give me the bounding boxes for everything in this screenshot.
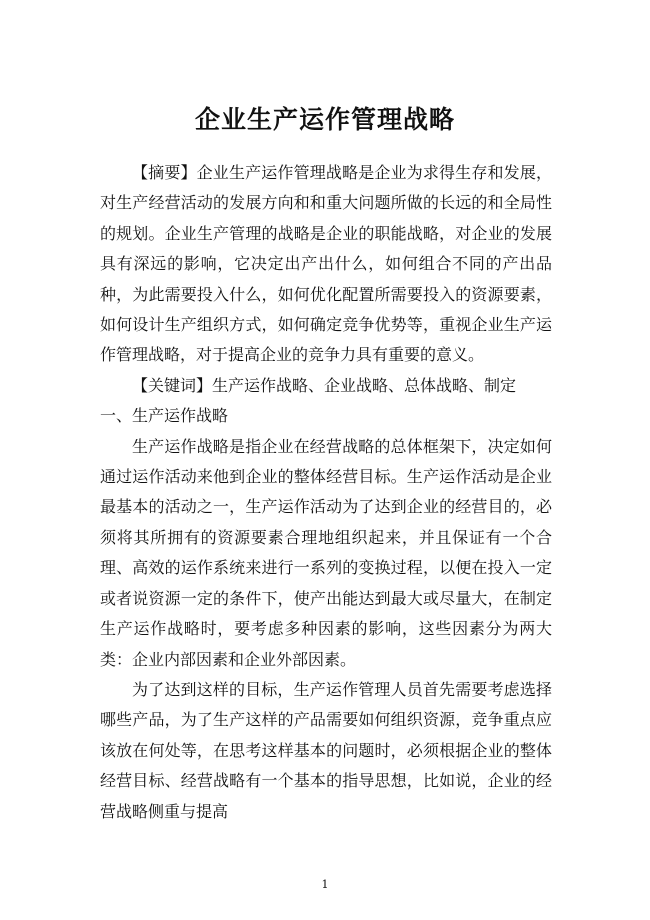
section-heading: 一、生产运作战略 (100, 406, 229, 426)
abstract-text: 企业生产运作管理战略是企业为求得生存和发展，对生产经营活动的发展方向和和重大问题所做的长远的和全局性的规划。企业生产管理的战略是企业的职能战略，对企业的发展具有深远的影响，它决定出产出什么，如何组合不同的产出品种，为此需要投入什么，如何优化配置所需要投入的资源要素，如何设计生产组织方式，如何确定竞争优势等，重视企业生产运作管理战略，对于提高企业的竞争力具有重要的意义。 (100, 163, 552, 365)
abstract-paragraph (100, 158, 552, 371)
document-title: 企业生产运作管理战略 (194, 105, 455, 134)
document-body (100, 158, 552, 827)
body-paragraph: 生产运作战略是指企业在经营战略的总体框架下，决定如何通过运作活动来他到企业的整体经营目标。生产运作活动是企业最基本的活动之一，生产运作活动为了达到企业的经营目的，必须将其所拥有的资源要素合理地组织起来，并且保证有一个合理、高效的运作系统来进行一系列的变换过程，以便在投入一定或者说资源一定的条件下，使产出能达到最大或尽量大，在制定生产运作战略时，要考虑多种因素的影响，这些因素分为两大类：企业内部因素和企业外部因素。 (100, 436, 552, 669)
abstract-label: 【摘要】 (132, 163, 197, 182)
page-number: 1 (321, 878, 329, 891)
keywords-paragraph (100, 371, 552, 401)
keywords-label: 【关键词】 (132, 375, 213, 395)
body-paragraph: 为了达到这样的目标，生产运作管理人员首先需要考虑选择哪些产品，为了生产这样的产品需要如何组织资源，竞争重点应该放在何处等，在思考这样基本的问题时，必须根据企业的整体经营目标、经营战略有一个基本的指导思想，比如说，企业的经营战略侧重与提高 (100, 679, 552, 821)
keywords-text: 生产运作战略、企业战略、总体战略、制定 (212, 375, 517, 395)
